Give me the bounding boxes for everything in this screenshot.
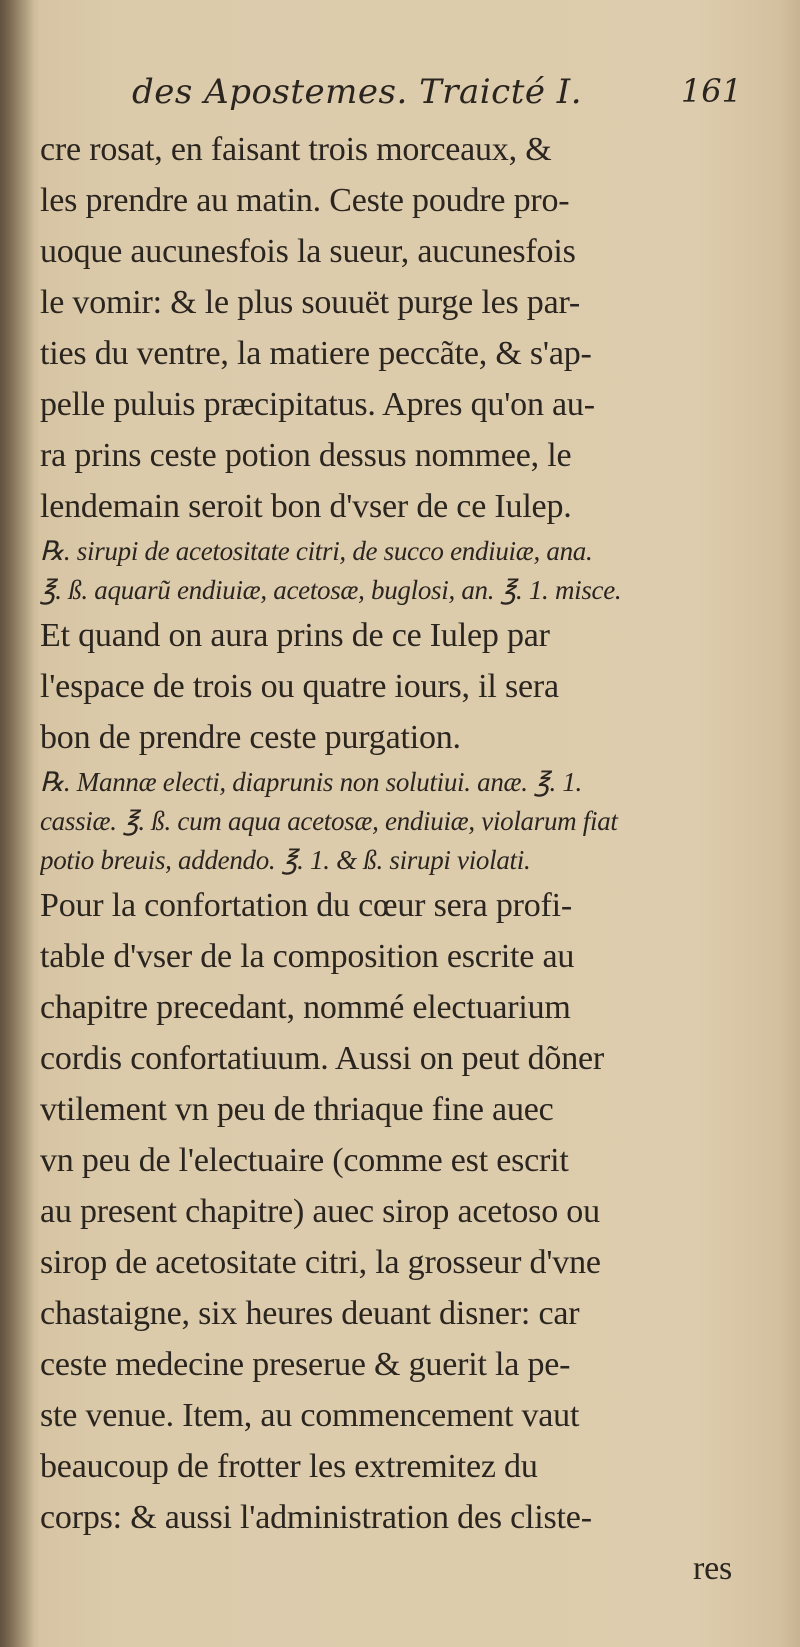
recipe-line: ℞. sirupi de acetositate citri, de succo endiuiæ, ana. (40, 536, 593, 566)
text-line: vn peu de l'electuaire (comme est escrit (40, 1142, 569, 1179)
recipe-line: ℞. Mannæ electi, diaprunis non solutiui. anæ. ℥. 1. (40, 767, 582, 797)
text-line: table d'vser de la composition escrite au (40, 938, 575, 975)
text-line: ste venue. Item, au commencement vaut (40, 1397, 580, 1434)
gutter-shadow (0, 0, 34, 1647)
text-line: les prendre au matin. Ceste poudre pro- (40, 182, 570, 219)
text-line: bon de prendre ceste purgation. (40, 719, 461, 756)
page-number: 161 (680, 72, 742, 110)
text-line: uoque aucunesfois la sueur, aucunesfois (40, 233, 576, 270)
page-header (132, 72, 760, 120)
text-line: chapitre precedant, nommé electuarium (40, 989, 571, 1026)
text-line: lendemain seroit bon d'vser de ce Iulep. (40, 488, 572, 525)
text-line: Pour la confortation du cœur sera profi- (40, 887, 573, 924)
text-line: beaucoup de frotter les extremitez du (40, 1448, 538, 1485)
text-line: cre rosat, en faisant trois morceaux, & (40, 131, 552, 168)
text-line: au present chapitre) auec sirop acetoso ou (40, 1193, 600, 1230)
text-line: ties du ventre, la matiere peccãte, & s'ap- (40, 335, 592, 372)
recipe-line: cassiæ. ℥. ß. cum aqua acetosæ, endiuiæ, violarum fiat (40, 806, 618, 836)
text-line: ra prins ceste potion dessus nommee, le (40, 437, 572, 474)
running-title: des Apostemes. Traicté I. (132, 72, 583, 112)
text-line: chastaigne, six heures deuant disner: car (40, 1295, 580, 1332)
text-line: le vomir: & le plus souuët purge les par- (40, 284, 581, 321)
text-line: Et quand on aura prins de ce Iulep par (40, 617, 550, 654)
text-line: ceste medecine preserue & guerit la pe- (40, 1346, 571, 1383)
catchword: res (692, 1550, 732, 1587)
recipe-line: potio breuis, addendo. ℥. 1. & ß. sirupi violati. (40, 845, 531, 875)
text-line: sirop de acetositate citri, la grosseur d'vne (40, 1244, 601, 1281)
text-line: pelle puluis præcipitatus. Apres qu'on au- (40, 386, 595, 423)
text-line: cordis confortatiuum. Aussi on peut dõner (40, 1040, 605, 1077)
text-line: corps: & aussi l'administration des cliste- (40, 1499, 592, 1536)
text-block (40, 124, 740, 1594)
recipe-line: ℥. ß. aquarũ endiuiæ, acetosæ, buglosi, an. ℥. 1. misce. (40, 575, 622, 605)
text-line: vtilement vn peu de thriaque fine auec (40, 1091, 554, 1128)
text-line: l'espace de trois ou quatre iours, il sera (40, 668, 559, 705)
